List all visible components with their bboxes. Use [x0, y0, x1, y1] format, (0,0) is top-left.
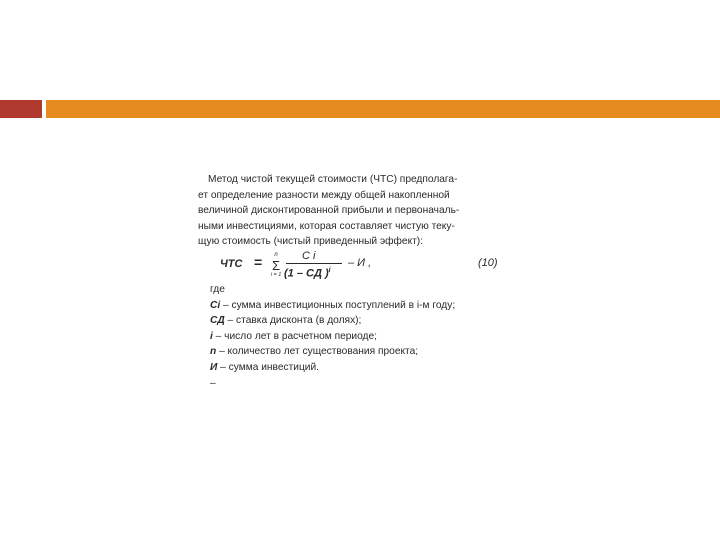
- accent-bar-dark: [0, 100, 42, 118]
- definition-item: [210, 313, 520, 329]
- equation-number: (10): [478, 257, 498, 269]
- formula-equals: =: [254, 254, 263, 270]
- sum-upper-limit: n: [274, 252, 278, 258]
- denominator-power: i: [328, 267, 331, 274]
- sum-lower-limit: i = 1: [270, 272, 282, 278]
- definition-text: – сумма инвестиционных поступлений в i-м году;: [220, 299, 456, 311]
- paragraph-line: ет определение разности между общей накопленной: [198, 189, 450, 201]
- definition-symbol: Ci: [210, 299, 221, 311]
- trailing-mark: –: [210, 377, 216, 389]
- definition-symbol: СД: [210, 315, 225, 327]
- intro-paragraph: [198, 172, 520, 250]
- definition-symbol: n: [210, 346, 217, 358]
- definition-item: [210, 360, 520, 376]
- summation-symbol: [269, 251, 283, 280]
- definition-symbol: И: [210, 361, 218, 373]
- scanned-text-block: [198, 172, 524, 389]
- definition-item: [210, 298, 520, 314]
- definition-item: [210, 344, 520, 360]
- formula-lhs: ЧТС: [220, 258, 243, 270]
- definition-symbol: i: [210, 330, 213, 342]
- fraction-numerator: C i: [302, 250, 316, 262]
- formula-minus-term: – И ,: [348, 257, 372, 269]
- paragraph-line: Метод чистой текущей стоимости (ЧТС) предполага-: [208, 174, 458, 185]
- definition-text: – число лет в расчетном периоде;: [212, 330, 377, 342]
- definition-text: – ставка дисконта (в долях);: [224, 315, 362, 327]
- denominator-base: (1 – СД ): [284, 267, 329, 280]
- definition-text: – количество лет существования проекта;: [216, 346, 419, 358]
- paragraph-line: величиной дисконтированной прибыли и первоначаль-: [198, 205, 460, 217]
- definitions-list: [210, 282, 520, 391]
- definition-text: – сумма инвестиций.: [217, 361, 320, 373]
- where-label: где: [210, 284, 225, 295]
- sigma-glyph: Σ: [271, 258, 281, 273]
- accent-bar-light: [46, 100, 720, 118]
- paragraph-line: щую стоимость (чистый приведенный эффект):: [198, 236, 424, 248]
- paragraph-line: ными инвестициями, которая составляет чистую теку-: [198, 220, 455, 232]
- definition-item: [210, 329, 520, 345]
- fraction-denominator: [284, 263, 331, 282]
